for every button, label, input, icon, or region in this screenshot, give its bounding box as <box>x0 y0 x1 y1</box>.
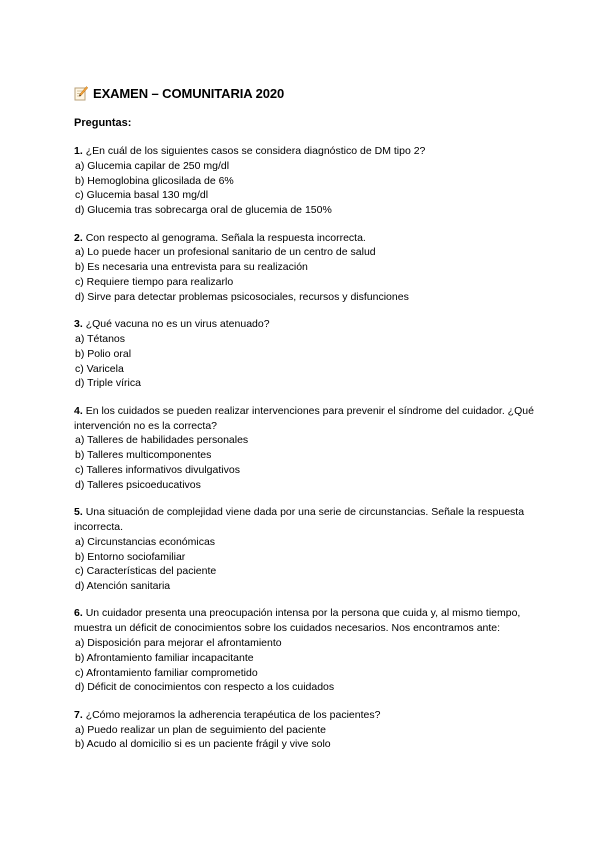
question-text: Un cuidador presenta una preocupación intensa por la persona que cuida y, al mismo tiempo, muestra un déficit de conocimientos sobre los cuidados necesarios. Nos encontramos ante: <box>74 607 521 635</box>
memo-icon <box>74 86 88 101</box>
option-d: d) Atención sanitaria <box>75 580 171 593</box>
option-a: a) Lo puede hacer un profesional sanitario de un centro de salud <box>75 246 376 259</box>
document-title <box>74 86 284 101</box>
question-number: 5. <box>74 506 83 519</box>
question-number: 3. <box>74 318 83 331</box>
option-list <box>74 159 534 218</box>
option-list <box>74 433 534 492</box>
option-list <box>74 332 534 391</box>
question-1 <box>74 144 534 218</box>
option-d: d) Glucemia tras sobrecarga oral de glucemia de 150% <box>75 204 332 217</box>
section-label: Preguntas: <box>74 117 132 129</box>
question-stem <box>74 606 534 636</box>
option-list <box>74 245 534 304</box>
question-list <box>74 144 534 765</box>
question-3 <box>74 317 534 391</box>
option-d: d) Déficit de conocimientos con respecto a los cuidados <box>75 681 335 694</box>
option-list <box>74 636 534 695</box>
option-b: b) Entorno sociofamiliar <box>75 550 186 563</box>
question-text: Con respecto al genograma. Señala la respuesta incorrecta. <box>85 231 366 244</box>
option-c: c) Varicela <box>75 362 124 375</box>
question-text: ¿Cómo mejoramos la adherencia terapéutica de los pacientes? <box>85 708 381 721</box>
question-number: 7. <box>74 708 83 721</box>
option-a: a) Glucemia capilar de 250 mg/dl <box>75 159 230 172</box>
question-2 <box>74 231 534 305</box>
option-b: b) Hemoglobina glicosilada de 6% <box>75 174 234 187</box>
option-list <box>74 535 534 594</box>
question-number: 1. <box>74 145 83 157</box>
question-stem <box>74 505 534 535</box>
question-number: 4. <box>74 404 83 417</box>
option-d: d) Triple vírica <box>75 377 141 390</box>
question-number: 2. <box>74 231 83 244</box>
option-c: c) Requiere tiempo para realizarlo <box>75 275 234 288</box>
question-stem <box>74 144 534 159</box>
option-b: b) Afrontamiento familiar incapacitante <box>75 651 254 664</box>
question-text: Una situación de complejidad viene dada por una serie de circunstancias. Señale la respuesta incorrecta. <box>74 506 525 533</box>
question-stem <box>74 404 534 434</box>
question-stem <box>74 708 534 723</box>
option-a: a) Disposición para mejorar el afrontamiento <box>75 637 282 650</box>
question-text: En los cuidados se pueden realizar intervenciones para prevenir el síndrome del cuidador. ¿Qué intervención no es la correcta? <box>74 404 534 432</box>
option-b: b) Polio oral <box>75 347 132 360</box>
question-number: 6. <box>74 607 83 620</box>
option-c: c) Afrontamiento familiar comprometido <box>75 666 258 679</box>
document-title-text: EXAMEN – COMUNITARIA 2020 <box>93 86 285 101</box>
option-b: b) Acudo al domicilio si es un paciente frágil y vive solo <box>75 738 331 751</box>
option-a: a) Puedo realizar un plan de seguimiento del paciente <box>75 723 327 736</box>
option-b: b) Es necesaria una entrevista para su realización <box>75 261 308 274</box>
question-4 <box>74 404 534 493</box>
option-d: d) Sirve para detectar problemas psicosociales, recursos y disfunciones <box>75 290 409 303</box>
option-b: b) Talleres multicomponentes <box>75 449 212 462</box>
question-stem <box>74 317 534 332</box>
option-list <box>74 723 534 753</box>
question-text: ¿Qué vacuna no es un virus atenuado? <box>85 318 270 331</box>
question-5 <box>74 505 534 594</box>
option-a: a) Tétanos <box>75 332 126 345</box>
question-7 <box>74 708 534 752</box>
option-c: c) Características del paciente <box>75 565 217 578</box>
option-d: d) Talleres psicoeducativos <box>75 478 201 491</box>
option-a: a) Circunstancias económicas <box>75 535 216 548</box>
option-a: a) Talleres de habilidades personales <box>75 434 249 447</box>
option-c: c) Glucemia basal 130 mg/dl <box>75 189 209 202</box>
question-stem <box>74 231 534 246</box>
question-text: ¿En cuál de los siguientes casos se considera diagnóstico de DM tipo 2? <box>85 145 426 157</box>
option-c: c) Talleres informativos divulgativos <box>75 463 240 476</box>
question-6 <box>74 606 534 695</box>
